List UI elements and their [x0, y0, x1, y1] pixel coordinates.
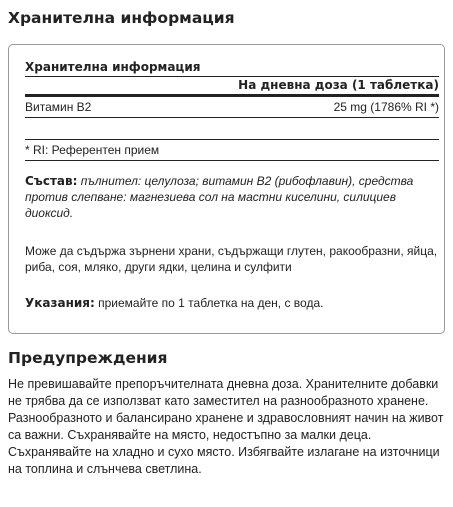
- warnings-heading: Предупреждения: [8, 349, 168, 367]
- nutrition-table-header-row: [25, 77, 439, 97]
- table-footnote: * RI: Референтен прием: [25, 139, 439, 161]
- directions-text: [25, 295, 441, 311]
- nutrition-heading: Хранителна информация: [8, 9, 235, 27]
- column-header-daily-dose: На дневна доза (1 таблетка): [238, 78, 439, 92]
- nutrition-table: [25, 59, 439, 161]
- directions-value: приемайте по 1 таблетка на ден, с вода.: [98, 296, 324, 310]
- directions-label: Указания:: [25, 296, 95, 310]
- nutrient-name: Витамин B2: [25, 100, 92, 114]
- composition-label: Състав:: [25, 174, 78, 188]
- composition-text: [25, 173, 441, 221]
- nutrition-card: [8, 44, 445, 334]
- nutrition-table-caption: Хранителна информация: [25, 59, 439, 77]
- table-row: [25, 97, 439, 118]
- allergens-text: Може да съдържа зърнени храни, съдържащи глутен, ракообразни, яйца, риба, соя, мляко, други ядки, целина и сулфити: [25, 244, 438, 274]
- nutrient-value: 25 mg (1786% RI *): [333, 100, 439, 114]
- warnings-text: Не превишавайте препоръчителната дневна доза. Хранителните добавки не трябва да се използват като заместител на разнообразното хранене. Разнообразното и балансирано хранене и здравословният начин на живот са важни. Съхранявайте на място, недостъпно за малки деца. Съхранявайте на хладно и сухо място. Избягвайте излагане на източници на топлина и слънчева светлина.: [8, 377, 444, 476]
- composition-value: пълнител: целулоза; витамин B2 (рибофлавин), средства против слепване: магнезиева сол на мастни киселини, силициев диоксид.: [25, 174, 414, 220]
